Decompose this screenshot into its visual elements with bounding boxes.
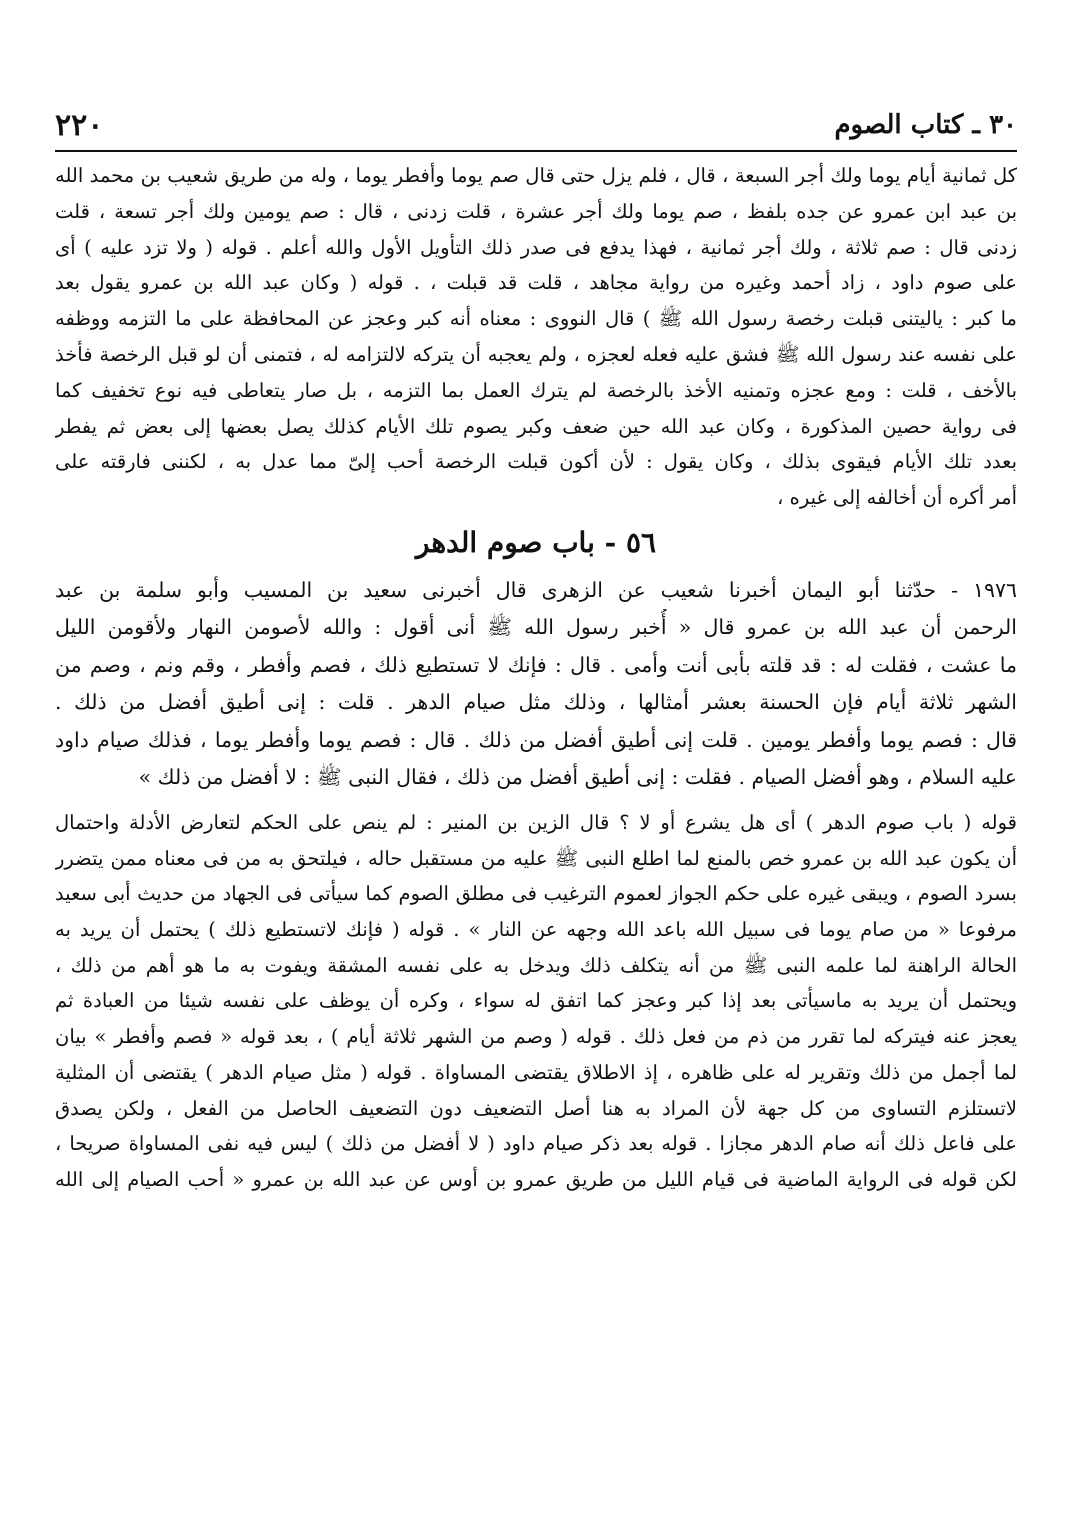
text-line: عليه السلام ، وهو أفضل الصيام . فقلت : إنى أطيق أفضل من ذلك ، فقال النبى ﷺ : لا أفضل من ذلك »	[138, 765, 1017, 790]
text-line: لما أجمل من ذلك وتقرير له على ظاهره ، إذ الاطلاق يقتضى المساواة . قوله ( مثل صيام الدهر ) يقتضى أن المثلية	[55, 1060, 1017, 1084]
page-number: ٢٢٠	[55, 108, 104, 143]
text-line: بالأخف ، قلت : ومع عجزه وتمنيه الأخذ بالرخصة لم يترك العمل بما التزمه ، بل صار يتعاطى فيه نوع تخفيف كما	[55, 378, 1017, 402]
text-line: بعدد تلك الأيام فيقوى بذلك ، وكان يقول : لأن أكون قبلت الرخصة أحب إلىّ مما عدل به ، لكننى فارقته على	[55, 450, 1017, 474]
text-line: الرحمن أن عبد الله بن عمرو قال « أُخبر رسول الله ﷺ أنى أقول : والله لأصومن النهار ولأقومن الليل	[55, 615, 1017, 640]
text-line: قال : فصم يوما وأفطر يومين . قلت إنى أطيق أفضل من ذلك . قال : فصم يوما وأفطر يوما ، فذلك صيام داود	[55, 727, 1017, 752]
text-line: مرفوعا « من صام يوما فى سبيل الله باعد الله وجهه عن النار » . قوله ( فإنك لاتستطيع ذلك ) يحتمل أن يريد به	[55, 918, 1017, 942]
chapter-heading: ٥٦ - باب صوم الدهر	[415, 525, 657, 559]
text-line: كل ثمانية أيام يوما ولك أجر السبعة ، قال ، فلم يزل حتى قال صم يوما وأفطر يوما ، وله من طريق شعيب بن محمد الله	[55, 164, 1017, 187]
text-line: الشهر ثلاثة أيام فإن الحسنة بعشر أمثالها ، وذلك مثل صيام الدهر . قلت : إنى أطيق أفضل من ذلك .	[55, 690, 1017, 715]
text-line: فى رواية حصين المذكورة ، وكان عبد الله حين ضعف وكبر يصوم تلك الأيام كذلك يصل بعضها إلى بعض ثم يفطر	[55, 414, 1017, 438]
text-line: ويحتمل أن يريد به ماسيأتى بعد إذا كبر وعجز كما اتفق له سواء ، وكره أن يوظف على نفسه شيئا من العبادة ثم	[55, 989, 1017, 1013]
text-line: بسرد الصوم ، ويبقى غيره على حكم الجواز لعموم الترغيب فى مطلق الصوم كما سيأتى فى الجهاد من حديث أبى سعيد	[55, 882, 1017, 906]
text-line: ١٩٧٦ - حدّثنا أبو اليمان أخبرنا شعيب عن الزهرى قال أخبرنى سعيد بن المسيب وأبو سلمة بن عبد	[55, 577, 1017, 602]
text-line: على صوم داود ، زاد أحمد وغيره من رواية مجاهد ، قلت قد قبلت ، . قوله ( وكان عبد الله بن عمرو يقول بعد	[55, 271, 1017, 295]
text-line: ما كبر : ياليتنى قبلت رخصة رسول الله ﷺ ) قال النووى : معناه أنه كبر وعجز عن المحافظة على ما التزمه ووظفه	[55, 307, 1017, 331]
running-head	[55, 106, 1017, 148]
text-line: لاتستلزم التساوى من كل جهة لأن المراد به هنا أصل التضعيف دون التضعيف الحاصل من الفعل ، ولكن يصدق	[55, 1096, 1017, 1120]
text-line: ما عشت ، فقلت له : قد قلته بأبى أنت وأمى . قال : فإنك لا تستطيع ذلك ، فصم وأفطر ، وقم ونم ، وصم من	[55, 652, 1017, 677]
text-line: على نفسه عند رسول الله ﷺ فشق عليه فعله لعجزه ، ولم يعجبه أن يتركه لالتزامه له ، فتمنى أن لو قبل الرخصة فأخذ	[55, 342, 1017, 366]
book-title: ٣٠ ـ كتاب الصوم	[834, 110, 1017, 140]
text-line: على فاعل ذلك أنه صام الدهر مجازا . قوله بعد ذكر صيام داود ( لا أفضل من ذلك ) ليس فيه نفى المساواة صريحا ،	[55, 1132, 1017, 1156]
text-line: أمر أكره أن أخالفه إلى غيره ،	[777, 486, 1017, 510]
text-line: قوله ( باب صوم الدهر ) أى هل يشرع أو لا ؟ قال الزين بن المنير : لم ينص على الحكم لتعارض الأدلة واحتمال	[55, 810, 1017, 834]
commentary-text	[55, 805, 1017, 1198]
text-line: بن عبد ابن عمرو عن جده بلفظ ، صم يوما ولك أجر عشرة ، قلت زدنى ، قال : صم يومين ولك أجر تسعة ، قلت	[55, 199, 1017, 223]
text-line: زدنى قال : صم ثلاثة ، ولك أجر ثمانية ، فهذا يدفع فى صدر ذلك التأويل الأول والله أعلم . قوله ( ولا تزد عليه ) أى	[55, 235, 1017, 259]
commentary-continuation	[55, 158, 1017, 516]
text-line: الحالة الراهنة لما علمه النبى ﷺ من أنه يتكلف ذلك ويدخل به على نفسه المشقة ويفوت به ما هو أهم من ذلك ،	[55, 953, 1017, 977]
header-rule	[55, 150, 1017, 152]
text-line: أن يكون عبد الله بن عمرو خص بالمنع لما اطلع النبى ﷺ عليه من مستقبل حاله ، فيلتحق به من فى معناه ممن يتضرر	[55, 846, 1017, 870]
hadith-text	[55, 572, 1017, 797]
text-line: لكن قوله فى الرواية الماضية فى قيام الليل من طريق عمرو بن أوس عن عبد الله بن عمرو « أحب الصيام إلى الله	[55, 1168, 1017, 1191]
text-line: يعجز عنه فيتركه لما تقرر من ذم من فعل ذلك . قوله ( وصم من الشهر ثلاثة أيام ) ، بعد قوله « فصم وأفطر » بيان	[55, 1025, 1017, 1049]
page-body	[55, 158, 1017, 1198]
